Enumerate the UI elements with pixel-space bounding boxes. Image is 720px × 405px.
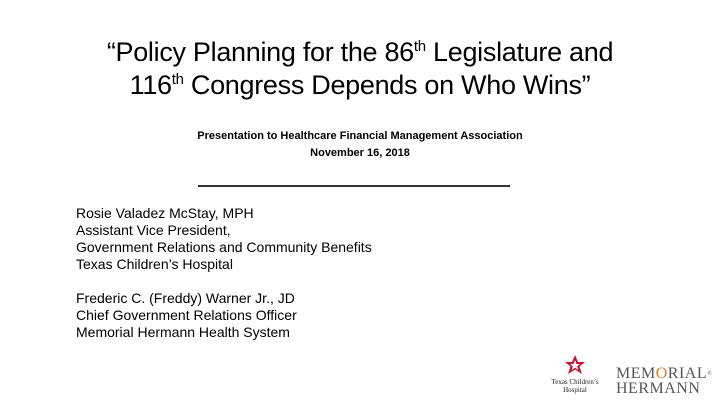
presenter-2-organization: Memorial Hermann Health System xyxy=(76,324,290,340)
tch-logo-text: Texas Children’s Hospital xyxy=(551,378,599,394)
presenter-2-name: Frederic C. (Freddy) Warner Jr., JD xyxy=(76,290,295,306)
subtitle-event: Presentation to Healthcare Financial Management Association xyxy=(197,130,523,142)
slide-subtitle xyxy=(120,128,600,162)
presenter-1-name: Rosie Valadez McStay, MPH xyxy=(76,205,254,221)
presenter-block-1 xyxy=(76,205,496,273)
presenter-spacer xyxy=(76,273,496,290)
presenter-list xyxy=(76,205,496,341)
tch-star-icon xyxy=(564,354,586,376)
title-line-2: 116th Congress Depends on Who Wins” xyxy=(129,70,591,100)
slide-title xyxy=(40,36,680,102)
presenter-1-department: Government Relations and Community Benefits xyxy=(76,239,372,255)
mh-logo-line-1: MEMORIAL® xyxy=(616,365,713,382)
texas-childrens-logo xyxy=(544,354,606,400)
memorial-hermann-logo xyxy=(616,365,713,398)
presenter-2-title: Chief Government Relations Officer xyxy=(76,307,297,323)
subtitle-date: November 16, 2018 xyxy=(310,147,410,159)
divider-line xyxy=(198,185,510,187)
presenter-1-organization: Texas Children’s Hospital xyxy=(76,256,233,272)
presenter-block-2 xyxy=(76,290,496,341)
presenter-1-title: Assistant Vice President, xyxy=(76,222,231,238)
title-line-1: “Policy Planning for the 86th Legislature and xyxy=(106,37,614,67)
mh-logo-line-2: HERMANN xyxy=(616,380,701,397)
